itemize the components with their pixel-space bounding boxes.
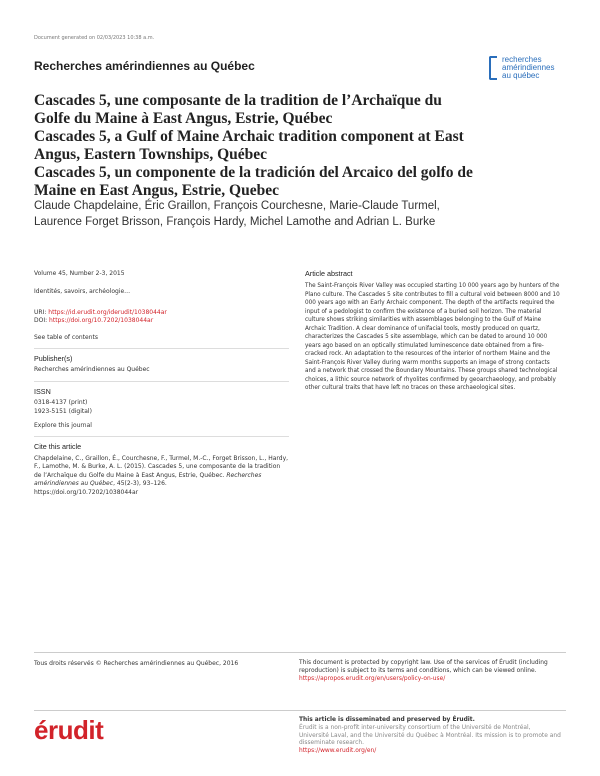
footer-divider-2 bbox=[34, 710, 566, 711]
abstract-column bbox=[305, 270, 560, 393]
citation-volume: , 45(2-3), 93–126. bbox=[113, 480, 167, 488]
dissemination-notice bbox=[299, 717, 561, 756]
toc-link[interactable]: See table of contents bbox=[34, 333, 98, 341]
doi-label: DOI: bbox=[34, 317, 50, 325]
authors: Claude Chapdelaine, Éric Graillon, François Courchesne, Marie-Claude Turmel, Laurence Forget Brisson, François Hardy, Michel Lamothe and Adrian L. Burke bbox=[34, 200, 440, 228]
divider bbox=[34, 348, 289, 349]
explore-journal-link[interactable]: Explore this journal bbox=[34, 422, 92, 430]
consortium-text: Érudit is a non-profit inter-university consortium of the Université de Montréal, Université Laval, and the Université du Québec à Montréal. Its mission is to promote and disseminate research. bbox=[299, 724, 561, 747]
rights-notice: Tous droits réservés © Recherches amérindiennes au Québec, 2016 bbox=[34, 660, 239, 667]
uri-line bbox=[34, 309, 289, 317]
divider bbox=[34, 381, 289, 382]
citation bbox=[34, 455, 289, 497]
journal-logo[interactable] bbox=[489, 56, 569, 82]
logo-line-3: au québec bbox=[502, 71, 540, 80]
footer-divider bbox=[34, 652, 566, 653]
citation-text: Chapdelaine, C., Graillon, É., Courchesne, F., Turmel, M.-C., Forget Brisson, L., Hardy, F., Lamothe, M. & Burke, A. L. (2015). Cascades 5, une composante de la tradition de l’Archaïque du Golfe du Maine à East Angus, Estrie, Québec. bbox=[34, 454, 289, 479]
issn-heading: ISSN bbox=[34, 386, 51, 396]
divider bbox=[34, 436, 289, 437]
abstract-text: The Saint-François River Valley was occupied starting 10 000 years ago by hunters of the Plano culture. The Cascades 5 site contributes to fill a cultural void between 8000 and 10 000 years ago with an Early Archaic component. The depth of the artifacts required the input of a pedologist to confirm the existence of a buried soil horizon. The material culture shows striking similarities with assemblages belonging to the Gulf of Maine Archaic Tradition. A clear dominance of unifacial tools, mostly produced on quartz, characterizes the Cascades 5 site assemblage, which can be dated to around 10 000 years ago based on an optically stimulated luminescence date obtained from a fire-cracked rock. An adaptation to the resources of the interior of northern Maine and the Saint-François River Valley during warm months supports an image of strong contacts and a network that crossed the Boundary Mountains. These groups shared technological choices, a lithic source network of rhyolites confirmed by geoarchaeology, and probably other cultural traits that have left no traces on these archaeological sites. bbox=[305, 283, 560, 392]
copyright-text: This document is protected by copyright law. Use of the services of Érudit (including reproduction) is subject to its terms and conditions, which can be viewed online. bbox=[299, 660, 548, 674]
title-spanish: Cascades 5, un componente de la tradición del Arcaico del golfo de Maine en East Angus, Estrie, Quebec bbox=[34, 164, 473, 199]
copyright-notice bbox=[299, 660, 561, 683]
doi-line bbox=[34, 317, 289, 325]
doi-link[interactable]: https://doi.org/10.7202/1038044ar bbox=[49, 317, 154, 325]
logo-line-1: recherches bbox=[502, 55, 542, 64]
issn-digital: 1923-5151 (digital) bbox=[34, 407, 92, 415]
uri-label: URI: bbox=[34, 308, 49, 316]
issn-print: 0318-4137 (print) bbox=[34, 399, 88, 407]
article-titles bbox=[34, 92, 474, 200]
issue-title: Identités, savoirs, archéologie… bbox=[34, 288, 131, 296]
metadata-column bbox=[34, 270, 289, 497]
citation-doi: https://doi.org/10.7202/1038044ar bbox=[34, 488, 139, 496]
disseminated-text: This article is disseminated and preserved by Érudit. bbox=[299, 717, 475, 723]
logo-bracket-icon bbox=[489, 56, 497, 80]
journal-name: Recherches amérindiennes au Québec bbox=[34, 59, 255, 73]
citation-journal: Recherches amérindiennes au Québec bbox=[34, 471, 262, 488]
logo-line-2: amérindiennes bbox=[502, 63, 555, 72]
uri-link[interactable]: https://id.erudit.org/iderudit/1038044ar bbox=[48, 308, 167, 316]
title-english: Cascades 5, a Gulf of Maine Archaic tradition component at East Angus, Eastern Townships, Québec bbox=[34, 128, 464, 163]
abstract-heading: Article abstract bbox=[305, 269, 353, 278]
policy-link[interactable]: https://apropos.erudit.org/en/users/policy-on-use/ bbox=[299, 675, 446, 682]
erudit-url-link[interactable]: https://www.erudit.org/en/ bbox=[299, 748, 377, 755]
cite-heading: Cite this article bbox=[34, 442, 82, 452]
publisher-name: Recherches amérindiennes au Québec bbox=[34, 366, 150, 374]
erudit-logo[interactable]: érudit bbox=[34, 715, 104, 745]
title-french: Cascades 5, une composante de la tradition de l’Archaïque du Golfe du Maine à East Angus, Estrie, Québec bbox=[34, 92, 442, 127]
generation-timestamp: Document generated on 02/03/2023 10:38 a.m. bbox=[34, 35, 155, 41]
publisher-heading: Publisher(s) bbox=[34, 354, 73, 364]
volume-info: Volume 45, Number 2-3, 2015 bbox=[34, 270, 125, 277]
